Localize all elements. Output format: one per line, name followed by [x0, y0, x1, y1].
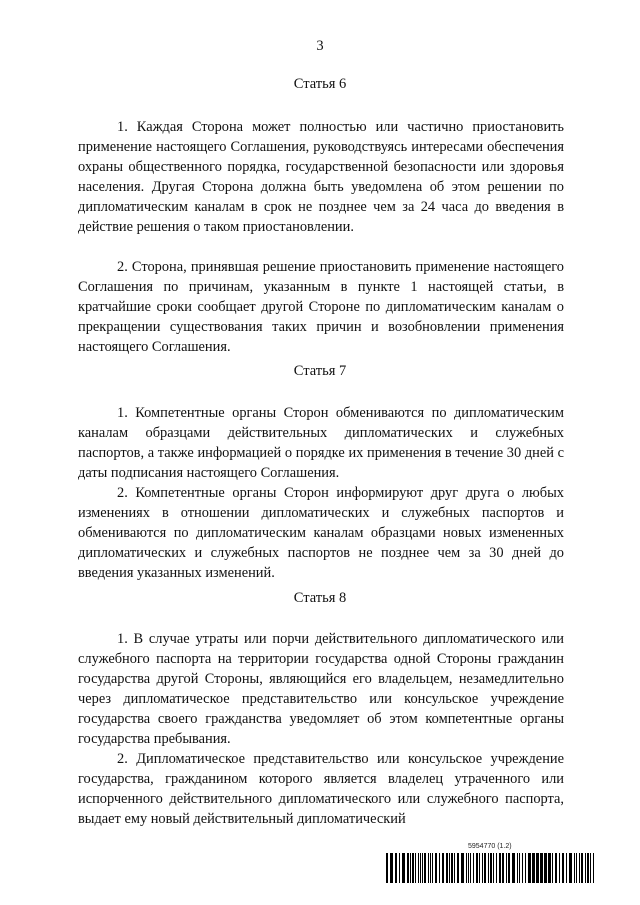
article-6-title: Статья 6 [293, 76, 347, 92]
page-number: 3 [316, 38, 324, 54]
article-7-paragraph-2: 2. Компетентные органы Сторон информируют друг друга о любых изменениях в отношении дипломатических и служебных паспортов и обмениваются по дипломатическим каналам образцами новых измененных дипломатических и служебных паспортов не позднее чем за 30 дней до введения указанных изменений. [78, 485, 564, 581]
article-8-paragraph-2: 2. Дипломатическое представительство или консульское учреждение государства, гражданином которого является владелец утраченного или испорченного действительного дипломатического или служебного паспорта, выдает ему новый действительный дипломатический [78, 751, 564, 827]
barcode-icon [386, 853, 596, 885]
barcode-number: 5954770 (1.2) [468, 843, 512, 850]
article-7-title: Статья 7 [293, 363, 347, 379]
article-6-paragraph-1: 1. Каждая Сторона может полностью или частично приостановить применение настоящего Соглашения, руководствуясь интересами обеспечения охраны общественного порядка, государственной безопасности или здоровья населения. Другая Сторона должна быть уведомлена об этом решении по дипломатическим каналам в срок не позднее чем за 24 часа до введения в действие решения о таком приостановлении. [78, 119, 564, 235]
article-7-paragraph-1: 1. Компетентные органы Сторон обмениваются по дипломатическим каналам образцами действительных дипломатических и служебных паспортов, а также информацией о порядке их применения в течение 30 дней с даты подписания настоящего Соглашения. [78, 405, 564, 481]
article-8-paragraph-1: 1. В случае утраты или порчи действительного дипломатического или служебного паспорта на территории государства одной Стороны гражданин государства другой Стороны, являющийся его владельцем, незамедлительно через дипломатическое представительство или консульское учреждение государства своего гражданства уведомляет об этом компетентные органы государства пребывания. [78, 631, 564, 747]
article-8-title: Статья 8 [293, 590, 347, 606]
article-6-paragraph-2: 2. Сторона, принявшая решение приостановить применение настоящего Соглашения по причинам, указанным в пункте 1 настоящей статьи, в кратчайшие сроки сообщает другой Стороне по дипломатическим каналам о прекращении существования таких причин и возобновлении применения настоящего Соглашения. [78, 259, 564, 355]
barcode-block [386, 843, 596, 887]
